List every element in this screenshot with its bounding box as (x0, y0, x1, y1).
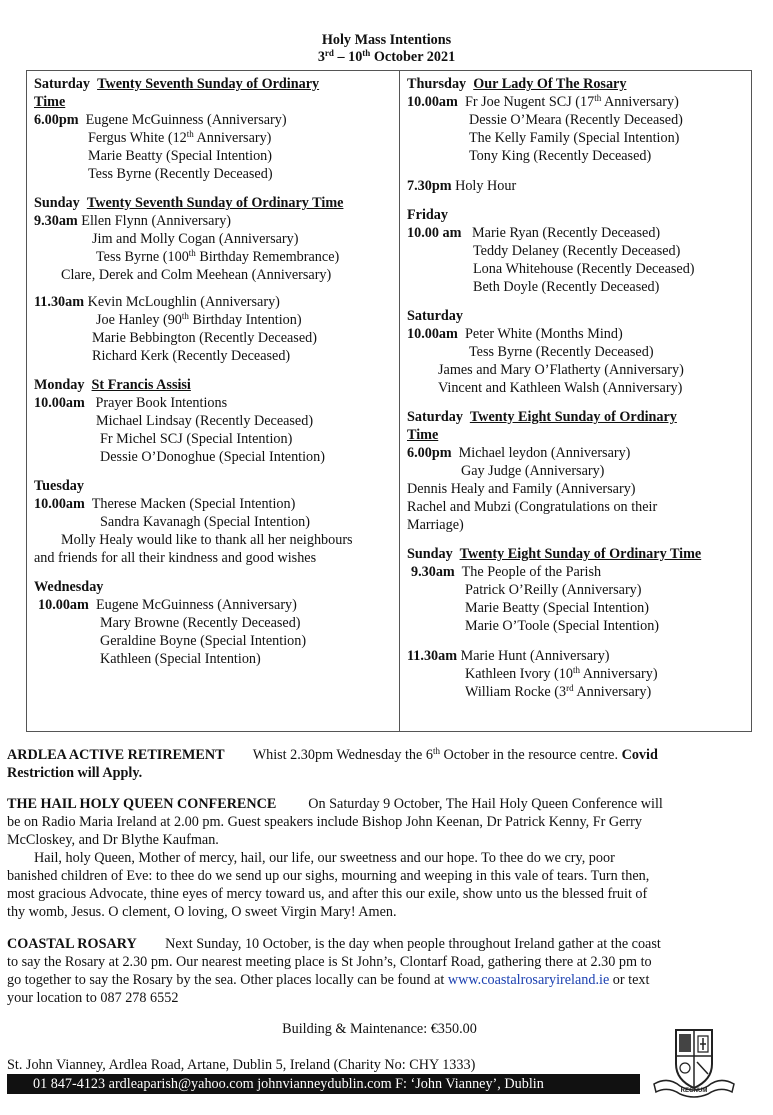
intention-row (34, 248, 393, 266)
day-label: Sunday (407, 546, 453, 562)
coastal-rosary-link[interactable]: www.coastalrosaryireland.ie (447, 972, 610, 988)
intention: The People of the Parish (461, 564, 602, 580)
intention: Anniversary) (193, 130, 272, 146)
day-label: Monday (34, 377, 85, 393)
intention: Vincent and Kathleen Walsh (Anniversary) (438, 380, 683, 396)
intention-row (34, 495, 393, 513)
coastal-rosary-notice (7, 935, 749, 1007)
thursday-section (407, 75, 745, 195)
intention: Marie Ryan (Recently Deceased) (472, 225, 661, 241)
intention-row (407, 379, 745, 397)
title-dates (0, 49, 773, 66)
intention: Ellen Flynn (Anniversary) (81, 213, 232, 229)
feast-label: Our Lady Of The Rosary (473, 76, 627, 92)
intention: Dessie O’Donoghue (Special Intention) (100, 449, 325, 465)
intention: Geraldine Boyne (Special Intention) (100, 633, 307, 649)
intention: Beth Doyle (Recently Deceased) (473, 279, 660, 295)
intention: Marie Beatty (Special Intention) (88, 148, 272, 164)
section-heading (34, 194, 393, 212)
notice-sup: th (432, 746, 440, 756)
intention: Birthday Remembrance) (195, 249, 340, 265)
saturday-vigil-section (407, 408, 745, 534)
monday-section (34, 376, 393, 466)
notice-heading: COASTAL ROSARY (7, 936, 137, 952)
intention-sup: th (188, 248, 196, 258)
intention-sup: th (572, 665, 580, 675)
feast-label-cont (407, 426, 745, 444)
intention-row (407, 563, 745, 581)
intention: Kathleen Ivory (10 (465, 666, 573, 682)
intention-row (34, 513, 393, 531)
section-heading (34, 477, 393, 495)
notice-text: Next Sunday, 10 October, is the day when people throughout Ireland gather at the coast (165, 936, 661, 952)
tuesday-section (34, 477, 393, 567)
notice-text: or text (609, 972, 650, 988)
feast-label: Twenty Eight Sunday of Ordinary Time (459, 546, 702, 562)
intention: Marie Hunt (Anniversary) (460, 648, 610, 664)
intention: Michael Lindsay (Recently Deceased) (96, 413, 314, 429)
mass-time: 10.00am (34, 395, 85, 411)
ardlea-notice (7, 746, 749, 782)
title-main: Holy Mass Intentions (321, 32, 452, 48)
intention: Michael leydon (Anniversary) (458, 445, 631, 461)
intention: Eugene McGuinness (Anniversary) (95, 597, 297, 613)
intention: Fergus White (12 (88, 130, 187, 146)
notice-text: to say the Rosary at 2.30 pm. Our nearest meeting place is St John’s, Clontarf Road, gathering there at 2.30 pm to (7, 954, 652, 970)
intention-row (407, 278, 745, 296)
left-column (27, 71, 400, 731)
intention-row (34, 329, 393, 347)
feast-label-cont (34, 93, 393, 111)
prayer-text: most gracious Advocate, thine eyes of mercy toward us, and after this our exile, show unto us the blessed fruit of (7, 886, 648, 902)
intention: Dessie O’Meara (Recently Deceased) (469, 112, 683, 128)
intention: Dennis Healy and Family (Anniversary) (407, 481, 636, 497)
mass-time: 9.30am (411, 564, 455, 580)
notice-text: October in the resource centre. (439, 747, 622, 763)
mass-time: 10.00am (407, 94, 458, 110)
footer-address: St. John Vianney, Ardlea Road, Artane, Dublin 5, Ireland (Charity No: CHY 1333) (7, 1057, 476, 1073)
mass-time: 6.00pm (407, 445, 452, 461)
intention-row (407, 111, 745, 129)
section-heading (407, 545, 745, 563)
mass-time: 10.00am (38, 597, 89, 613)
feast-label: Time (34, 94, 66, 110)
sunday-1130-section (34, 293, 393, 365)
day-label: Saturday (407, 308, 463, 324)
intention: Richard Kerk (Recently Deceased) (92, 348, 291, 364)
intention-row (34, 212, 393, 230)
feast-label: St Francis Assisi (91, 377, 191, 393)
section-heading (407, 75, 745, 93)
intention-row (34, 347, 393, 365)
notice-heading: THE HAIL HOLY QUEEN CONFERENCE (7, 796, 277, 812)
intention: Patrick O’Reilly (Anniversary) (465, 582, 642, 598)
mass-time: 11.30am (34, 294, 85, 310)
dates-sup: rd (324, 48, 334, 58)
intention: Jim and Molly Cogan (Anniversary) (92, 231, 299, 247)
feast-label: Twenty Seventh Sunday of Ordinary (97, 76, 320, 92)
day-label: Friday (407, 207, 448, 223)
mass-time: 7.30pm (407, 178, 452, 194)
intention: Marie Beatty (Special Intention) (465, 600, 649, 616)
day-label: Wednesday (34, 579, 104, 595)
notice-bold: Covid (621, 747, 658, 763)
intention-row (34, 596, 393, 614)
intention-row (34, 311, 393, 329)
intention-row (34, 632, 393, 650)
notice-text: your location to 087 278 6552 (7, 990, 179, 1006)
intention: Sandra Kavanagh (Special Intention) (100, 514, 310, 530)
intention-row (34, 412, 393, 430)
mass-time: 11.30am (407, 648, 458, 664)
intention-row (34, 531, 393, 549)
intention-row (34, 549, 393, 567)
section-heading (34, 578, 393, 596)
right-column (400, 71, 751, 731)
feast-label: Time (407, 427, 439, 443)
notice-text: Whist 2.30pm Wednesday the 6 (252, 747, 433, 763)
intention: James and Mary O’Flatherty (Anniversary) (438, 362, 684, 378)
intention: Lona Whitehouse (Recently Deceased) (473, 261, 695, 277)
mass-time: 10.00 am (407, 225, 462, 241)
intention: Prayer Book Intentions (95, 395, 228, 411)
notice-text: McCloskey, and Dr Blythe Kaufman. (7, 832, 219, 848)
intention-row (407, 498, 745, 516)
holy-hour-row (407, 177, 745, 195)
intention: Tess Byrne (100 (96, 249, 189, 265)
section-heading (34, 75, 393, 93)
footer-contact-bar: 01 847-4123 ardleaparish@yahoo.com johnvianneydublin.com F: ‘John Vianney’, Dublin (7, 1074, 640, 1094)
intention: Fr Michel SCJ (Special Intention) (100, 431, 293, 447)
feast-label: Twenty Seventh Sunday of Ordinary Time (86, 195, 344, 211)
mass-time: 6.00pm (34, 112, 79, 128)
intention-row (34, 147, 393, 165)
intention-row (34, 430, 393, 448)
intention-row (407, 516, 745, 534)
intention: Kathleen (Special Intention) (100, 651, 261, 667)
building-maintenance: Building & Maintenance: €350.00 (282, 1021, 477, 1037)
dates-sup: th (362, 48, 371, 58)
notice-text: be on Radio Maria Ireland at 2.00 pm. Guest speakers include Bishop John Keenan, Dr Patrick Kenny, Fr Gerry (7, 814, 642, 830)
intention: Birthday Intention) (188, 312, 302, 328)
intention-sup: th (181, 311, 189, 321)
intention-row (407, 361, 745, 379)
intention: The Kelly Family (Special Intention) (469, 130, 680, 146)
dates-mid: – 10 (333, 49, 363, 65)
intention-row (34, 266, 393, 284)
prayer-text: thy womb, Jesus. O clement, O loving, O sweet Virgin Mary! Amen. (7, 904, 397, 920)
intention-row (34, 111, 393, 129)
intention-row (407, 343, 745, 361)
notice-heading: ARDLEA ACTIVE RETIREMENT (7, 747, 225, 763)
sunday-section (34, 194, 393, 284)
intention: Mary Browne (Recently Deceased) (100, 615, 301, 631)
intention-row (407, 617, 745, 635)
mass-time: 9.30am (34, 213, 78, 229)
intention-row (407, 599, 745, 617)
intention-row (407, 444, 745, 462)
intention-row (407, 224, 745, 242)
hail-holy-queen-notice (7, 795, 749, 921)
intention: Fr Joe Nugent SCJ (17 (464, 94, 595, 110)
friday-section (407, 206, 745, 296)
intention-row (34, 650, 393, 668)
sunday-right-section (407, 545, 745, 701)
dates-start: 3 (317, 49, 325, 65)
intention-row (407, 147, 745, 165)
intention-row (34, 230, 393, 248)
intention: Marie O’Toole (Special Intention) (465, 618, 660, 634)
page-title (0, 32, 773, 66)
dates-end: October 2021 (370, 49, 456, 65)
intention-row (407, 325, 745, 343)
intention: Eugene McGuinness (Anniversary) (85, 112, 287, 128)
feast-label: Twenty Eight Sunday of Ordinary (469, 409, 677, 425)
day-label: Thursday (407, 76, 467, 92)
section-heading (34, 376, 393, 394)
intention-row (34, 129, 393, 147)
parish-crest-icon (648, 1026, 740, 1098)
intention: Tony King (Recently Deceased) (469, 148, 652, 164)
intention: Kevin McLoughlin (Anniversary) (87, 294, 280, 310)
intention: Holy Hour (455, 178, 517, 194)
mass-time: 10.00am (34, 496, 85, 512)
intention-row (407, 581, 745, 599)
notice-text: On Saturday 9 October, The Hail Holy Queen Conference will (308, 796, 663, 812)
saturday-morning-section (407, 307, 745, 397)
intention: Joe Hanley (90 (96, 312, 182, 328)
intention: Marie Bebbington (Recently Deceased) (92, 330, 317, 346)
intention: William Rocke (3 (465, 684, 567, 700)
day-label: Sunday (34, 195, 80, 211)
wednesday-section (34, 578, 393, 668)
intention: Marriage) (407, 517, 464, 533)
crest-motto: REGNUM (680, 1088, 708, 1094)
intention-row (407, 665, 745, 683)
intention-row (34, 165, 393, 183)
intention-sup: th (594, 93, 602, 103)
section-heading (407, 408, 745, 426)
intention-row (407, 683, 745, 701)
day-label: Tuesday (34, 478, 84, 494)
intention-row (407, 462, 745, 480)
intention: Rachel and Mubzi (Congratulations on their (407, 499, 658, 515)
intention-row (34, 448, 393, 466)
intention-row (34, 614, 393, 632)
intention-row (407, 647, 745, 665)
day-label: Saturday (407, 409, 463, 425)
day-label: Saturday (34, 76, 90, 92)
intention-row (34, 394, 393, 412)
intention-sup: th (186, 129, 194, 139)
mass-time: 10.00am (407, 326, 458, 342)
intention-row (407, 260, 745, 278)
intention: Anniversary) (573, 684, 652, 700)
notice-text: go together to say the Rosary by the sea. Other places locally can be found at (7, 972, 448, 988)
intention: Anniversary) (601, 94, 679, 110)
intention-row (407, 93, 745, 111)
intention-row (407, 480, 745, 498)
intention-row (407, 129, 745, 147)
prayer-text: Hail, holy Queen, Mother of mercy, hail, our life, our sweetness and our hope. To thee do we cry, poor (34, 850, 615, 866)
intention: Teddy Delaney (Recently Deceased) (473, 243, 681, 259)
section-heading (407, 307, 745, 325)
prayer-text: banished children of Eve: to thee do we send up our sighs, mourning and weeping in this vale of tears. Turn then, (7, 868, 650, 884)
intention: Tess Byrne (Recently Deceased) (469, 344, 654, 360)
intention: Molly Healy would like to thank all her neighbours (61, 532, 353, 548)
intention: Gay Judge (Anniversary) (461, 463, 605, 479)
intention: Tess Byrne (Recently Deceased) (88, 166, 273, 182)
mass-intentions-table (26, 70, 752, 732)
intention: Therese Macken (Special Intention) (91, 496, 296, 512)
intention: Peter White (Months Mind) (464, 326, 623, 342)
intention: Anniversary) (579, 666, 658, 682)
intention: Clare, Derek and Colm Meehean (Anniversary) (61, 267, 332, 283)
notice-bold: Restriction will Apply. (7, 765, 143, 781)
intention: and friends for all their kindness and good wishes (34, 550, 317, 566)
intention-row (34, 293, 393, 311)
intention-sup: rd (566, 683, 574, 693)
saturday-section (34, 75, 393, 183)
intention-row (407, 242, 745, 260)
section-heading (407, 206, 745, 224)
